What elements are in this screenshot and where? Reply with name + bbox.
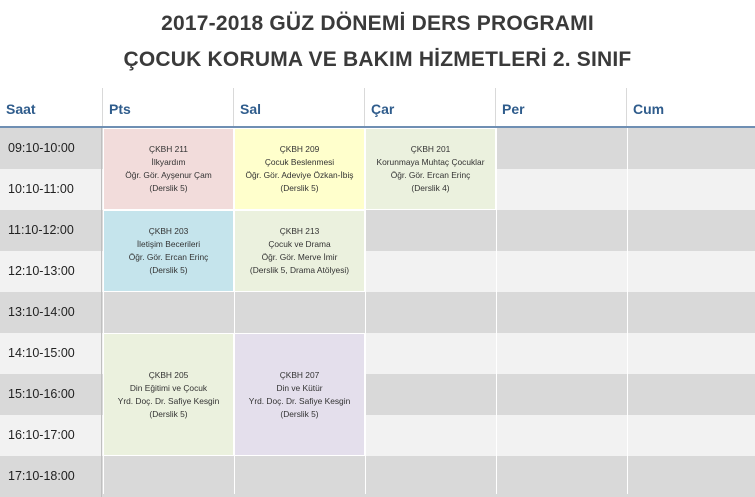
course-name: Din Eğitimi ve Çocuk: [129, 382, 208, 393]
page-header: [0, 0, 755, 88]
column-divider: [496, 128, 497, 494]
course-name: İlkyardım: [151, 157, 186, 167]
time-cell: 16:10-17:00: [0, 415, 102, 456]
schedule-table: [0, 88, 755, 494]
course-block-ckbh203: [103, 210, 234, 292]
course-block-ckbh211: [103, 128, 234, 210]
course-block-ckbh213: [234, 210, 365, 292]
course-code: ÇKBH 207: [279, 369, 320, 380]
time-cell: 17:10-18:00: [0, 456, 102, 497]
course-block-ckbh207: [234, 333, 365, 456]
course-code: ÇKBH 213: [279, 226, 320, 236]
table-row: [0, 456, 755, 497]
course-teacher: Öğr. Gör. Adeviye Özkan-İbiş: [245, 170, 354, 180]
course-block-ckbh201: [365, 128, 496, 210]
time-cell: 13:10-14:00: [0, 292, 102, 333]
course-code: ÇKBH 209: [279, 144, 320, 154]
header-per: Per: [496, 88, 627, 126]
course-room: (Derslik 5): [149, 183, 188, 193]
header-cum: Cum: [633, 101, 665, 117]
header-pts: Pts: [103, 88, 234, 126]
course-block-ckbh205: [103, 333, 234, 456]
course-name: Korunmaya Muhtaç Çocuklar: [376, 157, 485, 167]
table-header-row: [0, 88, 755, 128]
course-teacher: Öğr. Gör. Ercan Erinç: [390, 170, 471, 180]
time-cell: 11:10-12:00: [0, 210, 102, 251]
course-room: (Derslik 5): [149, 265, 188, 275]
course-room: (Derslik 5): [149, 408, 188, 419]
course-code: ÇKBH 201: [410, 144, 451, 154]
course-block-ckbh209: [234, 128, 365, 210]
course-room: (Derslik 5): [280, 183, 319, 193]
header-saat: Saat: [0, 88, 103, 126]
course-teacher: Yrd. Doç. Dr. Safiye Kesgin: [117, 395, 220, 406]
course-room: (Derslik 4): [411, 183, 450, 193]
course-code: ÇKBH 211: [149, 144, 188, 154]
time-cell: 15:10-16:00: [0, 374, 102, 415]
course-teacher: Öğr. Gör. Ercan Erinç: [128, 252, 209, 262]
table-row: [0, 292, 755, 333]
header-sal: Sal: [234, 88, 365, 126]
course-room: (Derslik 5): [280, 408, 319, 419]
course-name: İletişim Becerileri: [136, 239, 201, 249]
time-cell: 10:10-11:00: [0, 169, 102, 210]
course-teacher: Öğr. Gör. Merve İmir: [261, 252, 338, 262]
course-teacher: Öğr. Gör. Ayşenur Çam: [125, 170, 212, 180]
time-cell: 14:10-15:00: [0, 333, 102, 374]
course-code: ÇKBH 205: [148, 369, 189, 380]
page-subtitle: ÇOCUK KORUMA VE BAKIM HİZMETLERİ 2. SINIF: [123, 48, 632, 71]
time-cell: 09:10-10:00: [0, 128, 102, 169]
course-name: Din ve Kütür: [276, 382, 323, 393]
course-name: Çocuk ve Drama: [268, 239, 331, 249]
column-divider: [627, 128, 628, 494]
course-code: ÇKBH 203: [148, 226, 189, 236]
time-cell: 12:10-13:00: [0, 251, 102, 292]
header-car: Çar: [365, 88, 496, 126]
course-room: (Derslik 5, Drama Atölyesi): [249, 265, 350, 275]
course-name: Çocuk Beslenmesi: [264, 157, 335, 167]
course-teacher: Yrd. Doç. Dr. Safiye Kesgin: [248, 395, 351, 406]
page-title: 2017-2018 GÜZ DÖNEMİ DERS PROGRAMI: [161, 12, 594, 35]
